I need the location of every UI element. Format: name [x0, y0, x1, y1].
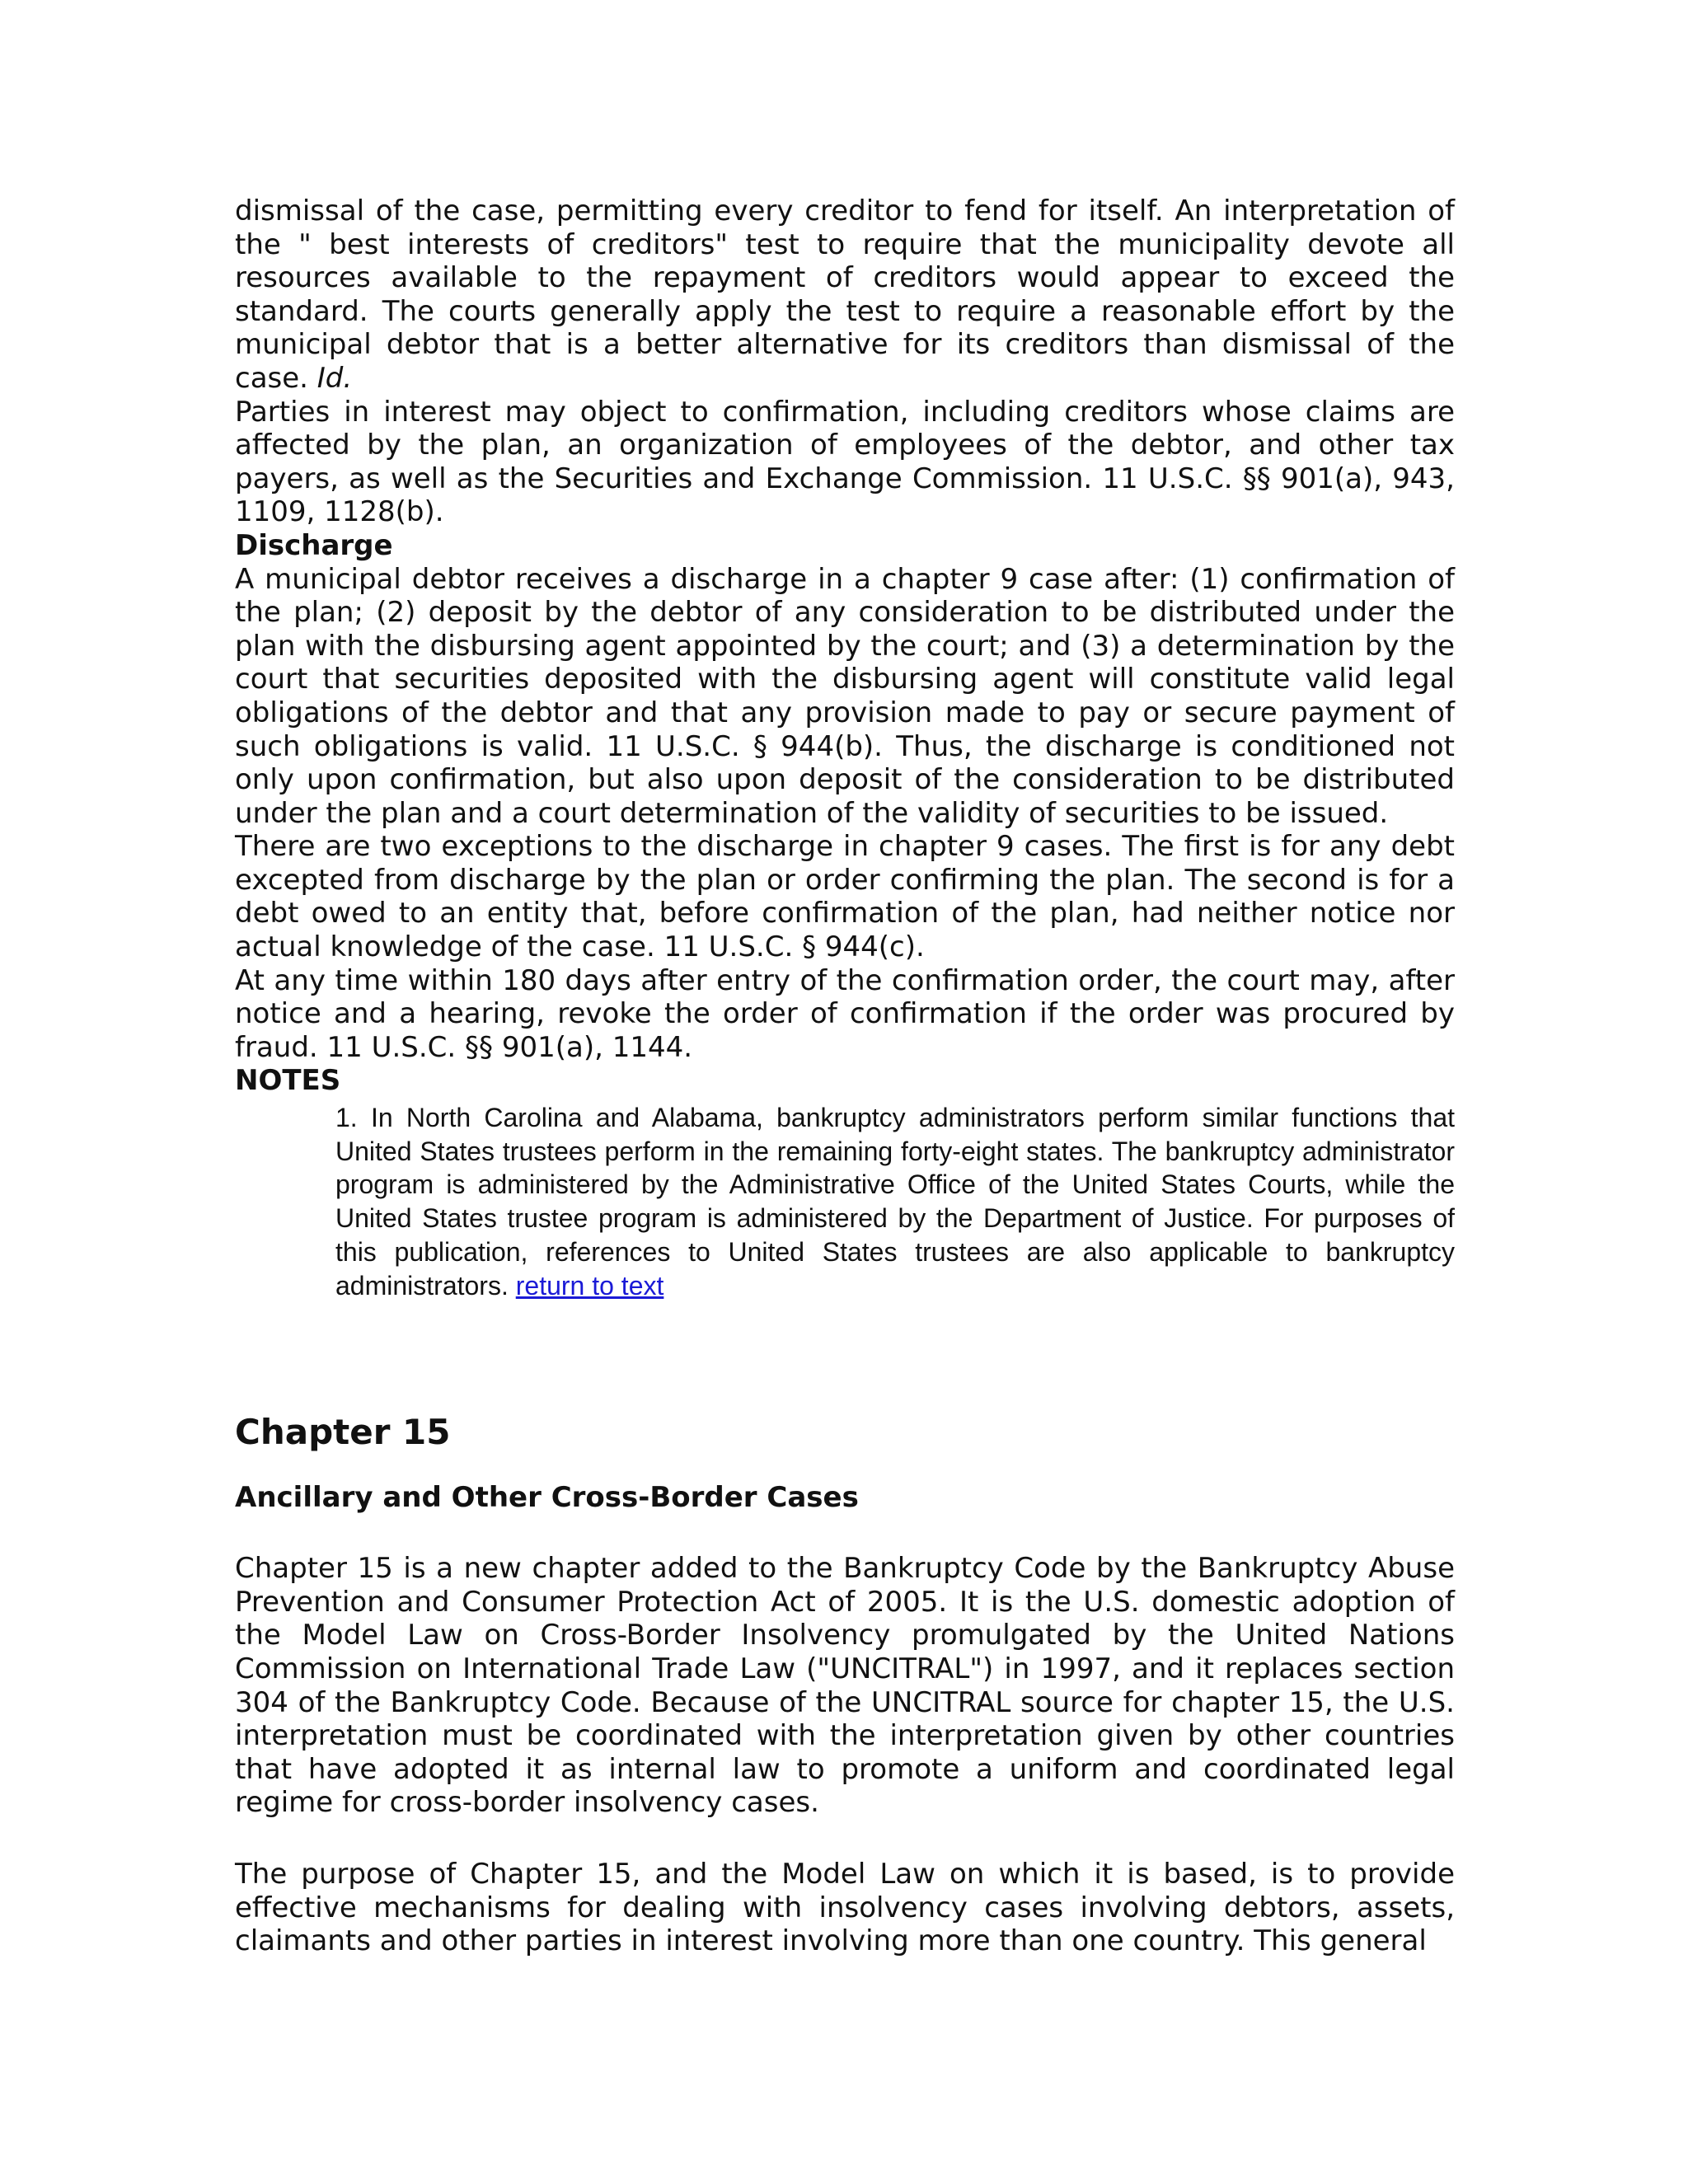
citation-id: Id.	[316, 361, 353, 395]
return-to-text-link[interactable]: return to text	[515, 1270, 664, 1301]
continued-paragraph	[235, 194, 1455, 396]
discharge-paragraph-1: A municipal debtor receives a discharge in a chapter 9 case after: (1) confirmation of the plan; (2) deposit by the debtor of any consideration to be distributed under the plan with the disbursing agent appointed by the court; and (3) a determination by the court that securities deposited with the disbursing agent will constitute valid legal obligations of the debtor and that any provision made to pay or secure payment of such obligations is valid. 11 U.S.C. § 944(b). Thus, the discharge is conditioned not only upon confirmation, but also upon deposit of the consideration to be distributed under the plan and a court determination of the validity of securities to be issued.	[235, 562, 1455, 830]
objections-paragraph: Parties in interest may object to confirmation, including creditors whose claims are affected by the plan, an organization of employees of the debtor, and other tax payers, as well as the Securities and Exchange Commission. 11 U.S.C. §§ 901(a), 943, 1109, 1128(b).	[235, 395, 1455, 529]
note-item-1	[335, 1101, 1455, 1302]
document-page	[235, 194, 1455, 1958]
chapter-15-subtitle: Ancillary and Other Cross-Border Cases	[235, 1481, 859, 1515]
discharge-heading: Discharge	[235, 528, 393, 562]
chapter-15-paragraph-2: The purpose of Chapter 15, and the Model Law on which it is based, is to provide effective mechanisms for dealing with insolvency cases involving debtors, assets, claimants and other parties in interest involving more than one country. This general	[235, 1858, 1455, 1958]
chapter-15-title: Chapter 15	[235, 1412, 451, 1453]
note-number: 1.	[335, 1103, 358, 1133]
discharge-paragraph-2: There are two exceptions to the discharge in chapter 9 cases. The first is for any debt excepted from discharge by the plan or order confirming the plan. The second is for a debt owed to an entity that, before confirmation of the plan, had neither notice nor actual knowledge of the case. 11 U.S.C. § 944(c).	[235, 830, 1455, 964]
continued-paragraph-text: dismissal of the case, permitting every creditor to fend for itself. An interpretation of the " best interests of creditors" test to require that the municipality devote all resources available to the repayment of creditors would appear to exceed the standard. The courts generally apply the test to require a reasonable effort by the municipal debtor that is a better alternative for its creditors than dismissal of the case.	[235, 194, 1455, 395]
chapter-15-paragraph-1: Chapter 15 is a new chapter added to the Bankruptcy Code by the Bankruptcy Abuse Prevention and Consumer Protection Act of 2005. It is the U.S. domestic adoption of the Model Law on Cross-Border Insolvency promulgated by the United Nations Commission on International Trade Law ("UNCITRAL") in 1997, and it replaces section 304 of the Bankruptcy Code. Because of the UNCITRAL source for chapter 15, the U.S. interpretation must be coordinated with the interpretation given by other countries that have adopted it as internal law to promote a uniform and coordinated legal regime for cross-border insolvency cases.	[235, 1552, 1455, 1820]
notes-heading: NOTES	[235, 1064, 341, 1098]
note-text: In North Carolina and Alabama, bankruptcy administrators perform similar functions that United States trustees perform in the remaining forty-eight states. The bankruptcy administrator program is administered by the Administrative Office of the United States Courts, while the United States trustee program is administered by the Department of Justice. For purposes of this publication, references to United States trustees are also applicable to bankruptcy administrators.	[335, 1103, 1456, 1301]
discharge-paragraph-3: At any time within 180 days after entry of the confirmation order, the court may, after notice and a hearing, revoke the order of confirmation if the order was procured by fraud. 11 U.S.C. §§ 901(a), 1144.	[235, 963, 1455, 1064]
